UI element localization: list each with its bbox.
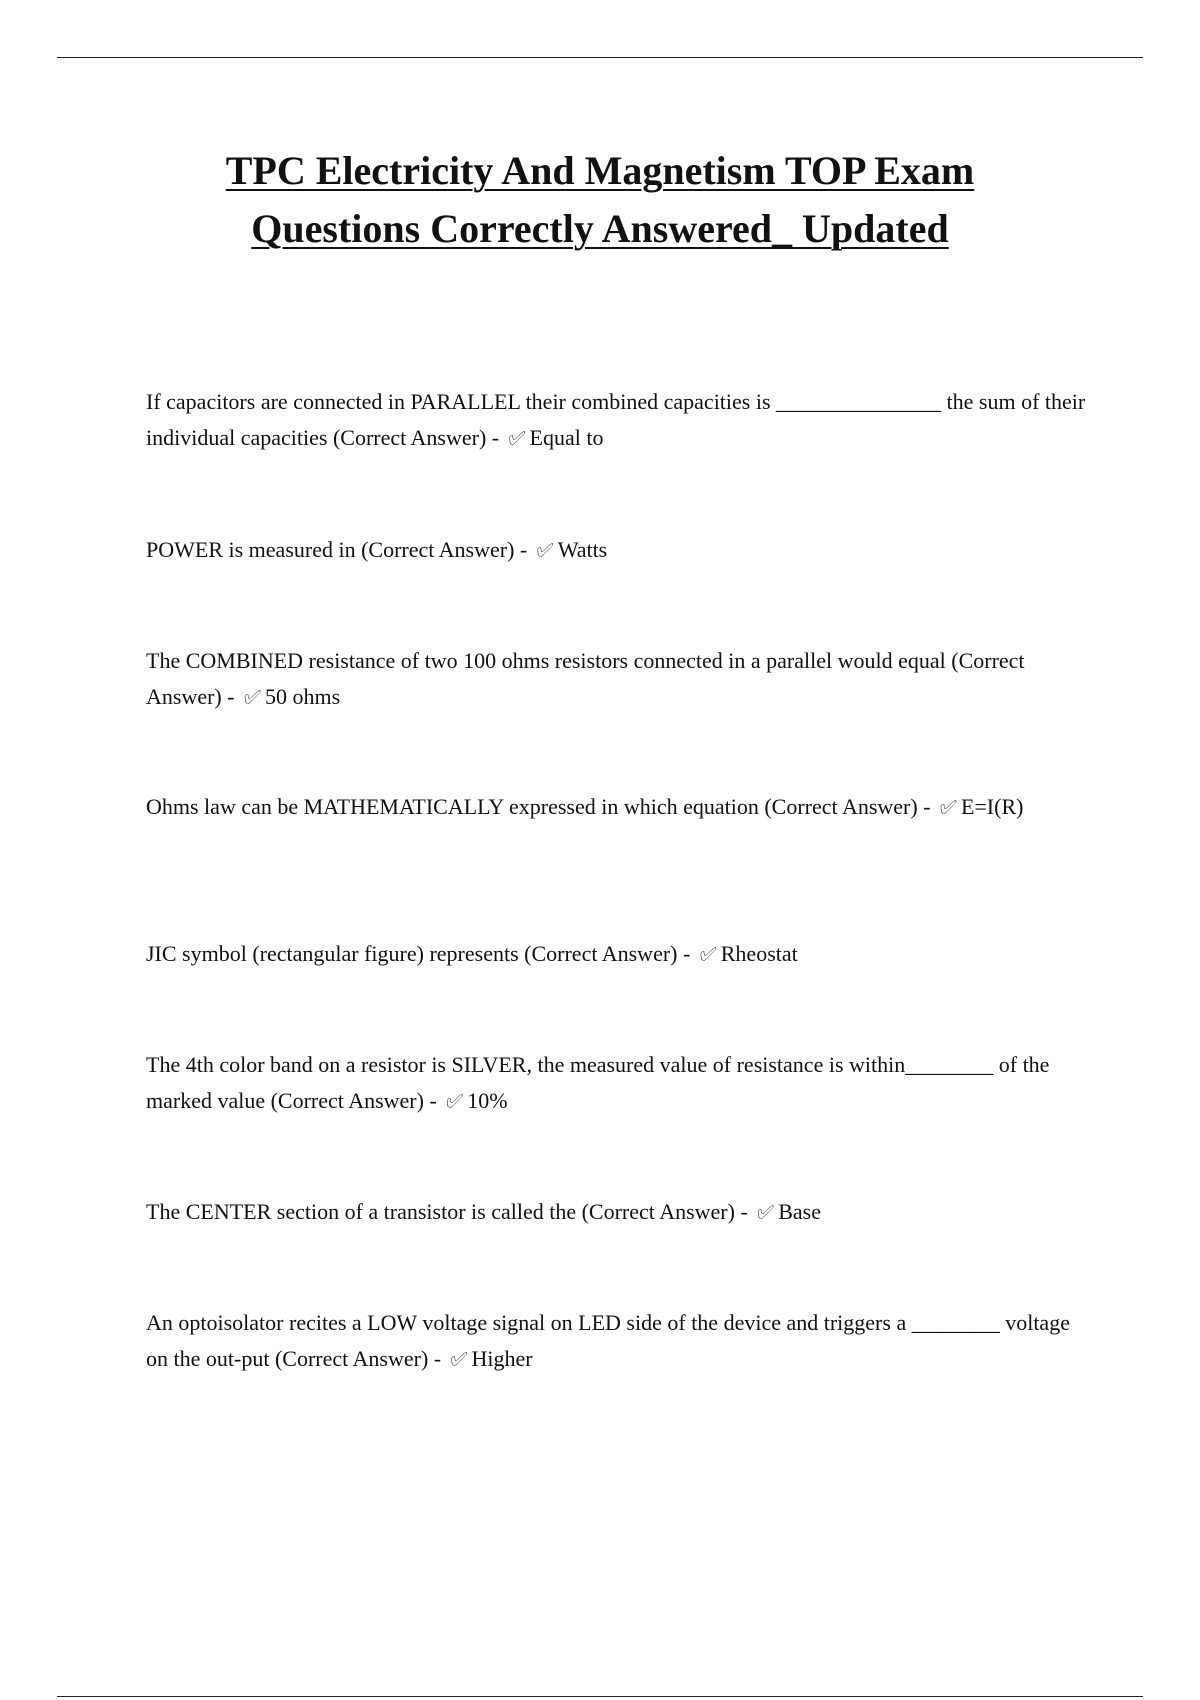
- correct-answer-label: (Correct Answer) -: [361, 537, 533, 562]
- correct-answer-label: (Correct Answer) -: [581, 1199, 754, 1224]
- title-line-1: TPC Electricity And Magnetism TOP Exam: [225, 148, 975, 193]
- top-rule: [57, 57, 1143, 58]
- title-line-2: Questions Correctly Answered_ Updated: [251, 206, 949, 251]
- check-icon: ✅︎: [244, 685, 262, 709]
- check-icon: ✅︎: [699, 942, 717, 966]
- check-icon: ✅︎: [757, 1200, 775, 1224]
- check-icon: ✅︎: [508, 426, 526, 450]
- question-text: The 4th color band on a resistor is SILVER, the measured value of resistance is within________ of the marked value: [146, 1052, 1050, 1113]
- answer-text: Rheostat: [720, 941, 798, 966]
- correct-answer-label: (Correct Answer) -: [524, 941, 696, 966]
- question-text: If capacitors are connected in PARALLEL their combined capacities is _______________ the sum of their individual capacities: [146, 389, 1086, 450]
- answer-text: Equal to: [529, 425, 604, 450]
- answer-text: 10%: [467, 1088, 508, 1113]
- answer-text: 50 ohms: [265, 684, 341, 709]
- qa-item-8: [146, 1305, 1086, 1377]
- check-icon: ✅︎: [940, 795, 957, 819]
- question-text: JIC symbol (rectangular figure) represents: [146, 941, 525, 966]
- correct-answer-label: (Correct Answer) -: [146, 648, 1025, 709]
- bottom-rule: [57, 1696, 1143, 1697]
- qa-item-1: [146, 384, 1086, 456]
- answer-text: Base: [778, 1199, 821, 1224]
- check-icon: ✅︎: [446, 1089, 464, 1113]
- qa-item-3: [146, 643, 1086, 715]
- qa-item-7: [146, 1194, 1086, 1230]
- question-text: The COMBINED resistance of two 100 ohms resistors connected in a parallel would equal: [146, 648, 952, 673]
- check-icon: ✅︎: [536, 538, 554, 562]
- answer-text: Watts: [557, 537, 608, 562]
- qa-item-2: [146, 532, 1086, 568]
- question-text: Ohms law can be MATHEMATICALLY expressed in which equation: [146, 794, 765, 819]
- correct-answer-label: (Correct Answer) -: [332, 425, 505, 450]
- answer-text: E=I(R): [960, 794, 1024, 819]
- qa-item-4: [146, 789, 1086, 825]
- page-title: [100, 142, 1100, 258]
- question-text: The CENTER section of a transistor is called the: [146, 1199, 582, 1224]
- check-icon: ✅︎: [450, 1347, 468, 1371]
- qa-item-5: [146, 936, 1086, 972]
- question-text: POWER is measured in: [146, 537, 362, 562]
- question-text: An optoisolator recites a LOW voltage signal on LED side of the device and triggers a ________ voltage on the out-put: [146, 1310, 1070, 1371]
- qa-item-6: [146, 1047, 1086, 1119]
- correct-answer-label: (Correct Answer) -: [270, 1088, 443, 1113]
- correct-answer-label: (Correct Answer) -: [764, 794, 937, 819]
- correct-answer-label: (Correct Answer) -: [274, 1346, 447, 1371]
- answer-text: Higher: [471, 1346, 533, 1371]
